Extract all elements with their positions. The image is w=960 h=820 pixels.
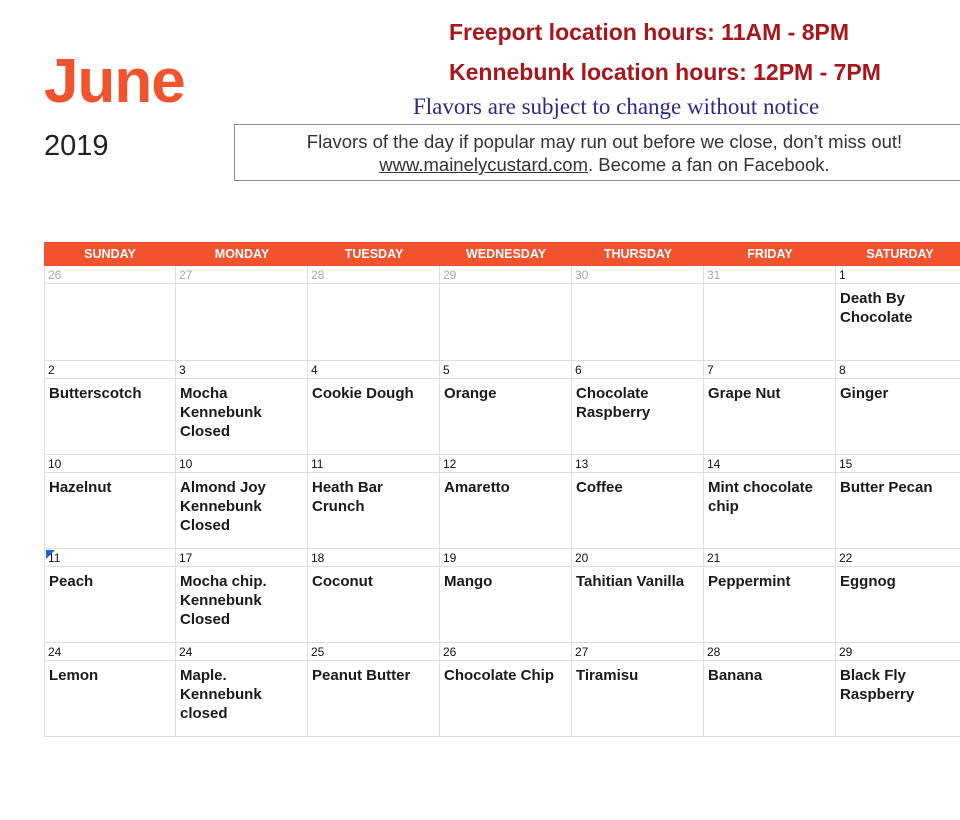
day-cell[interactable]: [44, 455, 176, 549]
flavor-of-the-day: [704, 284, 835, 289]
day-cell[interactable]: [572, 455, 704, 549]
day-number: 6: [572, 361, 703, 379]
flavor-of-the-day: Cookie Dough: [312, 385, 414, 402]
flavor-of-the-day: Mango: [444, 573, 493, 590]
flavor-of-the-day: Peppermint: [708, 573, 791, 590]
day-cell[interactable]: [836, 266, 960, 361]
day-cell[interactable]: [572, 266, 704, 361]
info-line-1: Flavors of the day if popular may run out before we close, don’t miss out!: [306, 131, 903, 152]
day-number: 26: [45, 266, 175, 284]
flavor-of-the-day: Peach: [49, 573, 94, 590]
day-number: 21: [704, 549, 835, 567]
day-cell[interactable]: [440, 361, 572, 455]
kennebunk-hours: Kennebunk location hours: 12PM - 7PM: [449, 59, 881, 85]
day-cell[interactable]: [440, 266, 572, 361]
flavor-of-the-day: [45, 284, 175, 289]
day-cell[interactable]: [308, 549, 440, 643]
day-number: 11: [308, 455, 439, 473]
flavor-of-the-day: Coffee: [576, 479, 623, 496]
day-cell[interactable]: [440, 643, 572, 737]
day-cell[interactable]: [176, 455, 308, 549]
day-cell[interactable]: [704, 643, 836, 737]
flavor-of-the-day: Mocha chip. Kennebunk Closed: [180, 573, 267, 628]
day-cell[interactable]: [44, 266, 176, 361]
flavor-of-the-day: Banana: [708, 667, 763, 684]
weekday-thursday: THURSDAY: [603, 247, 673, 261]
day-cell[interactable]: [704, 455, 836, 549]
week-row: [44, 643, 960, 737]
weekday-monday: MONDAY: [214, 247, 270, 261]
day-number: 29: [836, 643, 960, 661]
flavor-of-the-day: [572, 284, 703, 289]
day-cell[interactable]: [836, 455, 960, 549]
info-line-2: [235, 153, 960, 176]
day-cell[interactable]: [572, 361, 704, 455]
flavor-of-the-day: Tiramisu: [576, 667, 639, 684]
day-cell[interactable]: [44, 361, 176, 455]
flavor-of-the-day: Peanut Butter: [312, 667, 411, 684]
flavor-of-the-day: [308, 284, 439, 289]
day-cell[interactable]: [440, 455, 572, 549]
day-number: 29: [440, 266, 571, 284]
day-number: 27: [572, 643, 703, 661]
flavor-of-the-day: Mint chocolate chip: [708, 479, 814, 515]
day-number: 8: [836, 361, 960, 379]
day-number: 26: [440, 643, 571, 661]
flavor-of-the-day: Chocolate Chip: [444, 667, 555, 684]
day-cell[interactable]: [704, 266, 836, 361]
weekday-header: [44, 242, 960, 266]
day-number: 27: [176, 266, 307, 284]
day-number: 13: [572, 455, 703, 473]
day-cell[interactable]: [572, 549, 704, 643]
info-box: [234, 124, 960, 181]
day-number: 7: [704, 361, 835, 379]
day-number: 17: [176, 549, 307, 567]
day-cell[interactable]: [44, 549, 176, 643]
day-cell[interactable]: [308, 455, 440, 549]
day-number: 18: [308, 549, 439, 567]
flavor-of-the-day: Eggnog: [840, 573, 896, 590]
calendar-grid: [44, 242, 960, 737]
weekday-tuesday: TUESDAY: [344, 247, 404, 261]
day-cell[interactable]: [176, 643, 308, 737]
flavor-of-the-day: [440, 284, 571, 289]
day-cell[interactable]: [176, 361, 308, 455]
day-number: 5: [440, 361, 571, 379]
day-number: 3: [176, 361, 307, 379]
flavor-of-the-day: Orange: [444, 385, 497, 402]
day-number: 22: [836, 549, 960, 567]
day-cell[interactable]: [836, 643, 960, 737]
week-row: [44, 266, 960, 361]
day-cell[interactable]: [308, 361, 440, 455]
day-number: 19: [440, 549, 571, 567]
freeport-hours: Freeport location hours: 11AM - 8PM: [449, 19, 849, 45]
flavor-of-the-day: Hazelnut: [49, 479, 112, 496]
day-cell[interactable]: [176, 266, 308, 361]
day-number: 4: [308, 361, 439, 379]
flavor-of-the-day: Coconut: [312, 573, 373, 590]
day-number: 10: [176, 455, 307, 473]
day-number: 28: [308, 266, 439, 284]
website-link[interactable]: www.mainelycustard.com: [379, 154, 588, 175]
month-title: June: [44, 47, 185, 116]
day-number: 30: [572, 266, 703, 284]
day-number: 20: [572, 549, 703, 567]
flavor-of-the-day: Heath Bar Crunch: [312, 479, 383, 515]
day-number: 2: [45, 361, 175, 379]
weekday-sunday: SUNDAY: [84, 247, 136, 261]
day-number: 25: [308, 643, 439, 661]
flavor-of-the-day: Butter Pecan: [840, 479, 933, 496]
flavor-of-the-day: Ginger: [840, 385, 889, 402]
day-cell[interactable]: [308, 266, 440, 361]
day-number: 15: [836, 455, 960, 473]
day-cell[interactable]: [704, 549, 836, 643]
day-cell[interactable]: [572, 643, 704, 737]
flavor-of-the-day: Almond Joy Kennebunk Closed: [180, 479, 266, 534]
day-number: 10: [45, 455, 175, 473]
flavor-of-the-day: Maple. Kennebunk closed: [180, 667, 262, 722]
day-cell[interactable]: [704, 361, 836, 455]
day-number: 24: [176, 643, 307, 661]
day-number: 1: [836, 266, 960, 284]
day-cell[interactable]: [440, 549, 572, 643]
day-number: 12: [440, 455, 571, 473]
week-row: [44, 455, 960, 549]
flavor-of-the-day: Chocolate Raspberry: [576, 385, 651, 421]
day-cell[interactable]: [176, 549, 308, 643]
day-cell[interactable]: [836, 361, 960, 455]
day-number: 28: [704, 643, 835, 661]
flavor-of-the-day: Black Fly Raspberry: [840, 667, 915, 703]
year-label: 2019: [44, 130, 109, 162]
day-number: 24: [45, 643, 175, 661]
facebook-text: . Become a fan on Facebook.: [588, 154, 830, 175]
flavor-of-the-day: Butterscotch: [49, 385, 142, 402]
weekday-friday: FRIDAY: [747, 247, 793, 261]
week-row: [44, 549, 960, 643]
flavor-of-the-day: Grape Nut: [708, 385, 781, 402]
day-number: 14: [704, 455, 835, 473]
flavor-of-the-day: Amaretto: [444, 479, 510, 496]
weekday-saturday: SATURDAY: [866, 247, 934, 261]
day-number: 11: [45, 549, 175, 567]
flavor-of-the-day: [176, 284, 307, 289]
flavor-of-the-day: Tahitian Vanilla: [576, 573, 685, 590]
day-cell[interactable]: [836, 549, 960, 643]
week-row: [44, 361, 960, 455]
flavor-change-notice: Flavors are subject to change without notice: [413, 94, 820, 119]
corner-flag-icon: [46, 550, 55, 559]
flavor-of-the-day: Death By Chocolate: [840, 290, 913, 326]
weekday-wednesday: WEDNESDAY: [465, 247, 547, 261]
day-cell[interactable]: [308, 643, 440, 737]
flavor-of-the-day: Mocha Kennebunk Closed: [180, 385, 262, 440]
day-cell[interactable]: [44, 643, 176, 737]
flavor-of-the-day: Lemon: [49, 667, 99, 684]
day-number: 31: [704, 266, 835, 284]
